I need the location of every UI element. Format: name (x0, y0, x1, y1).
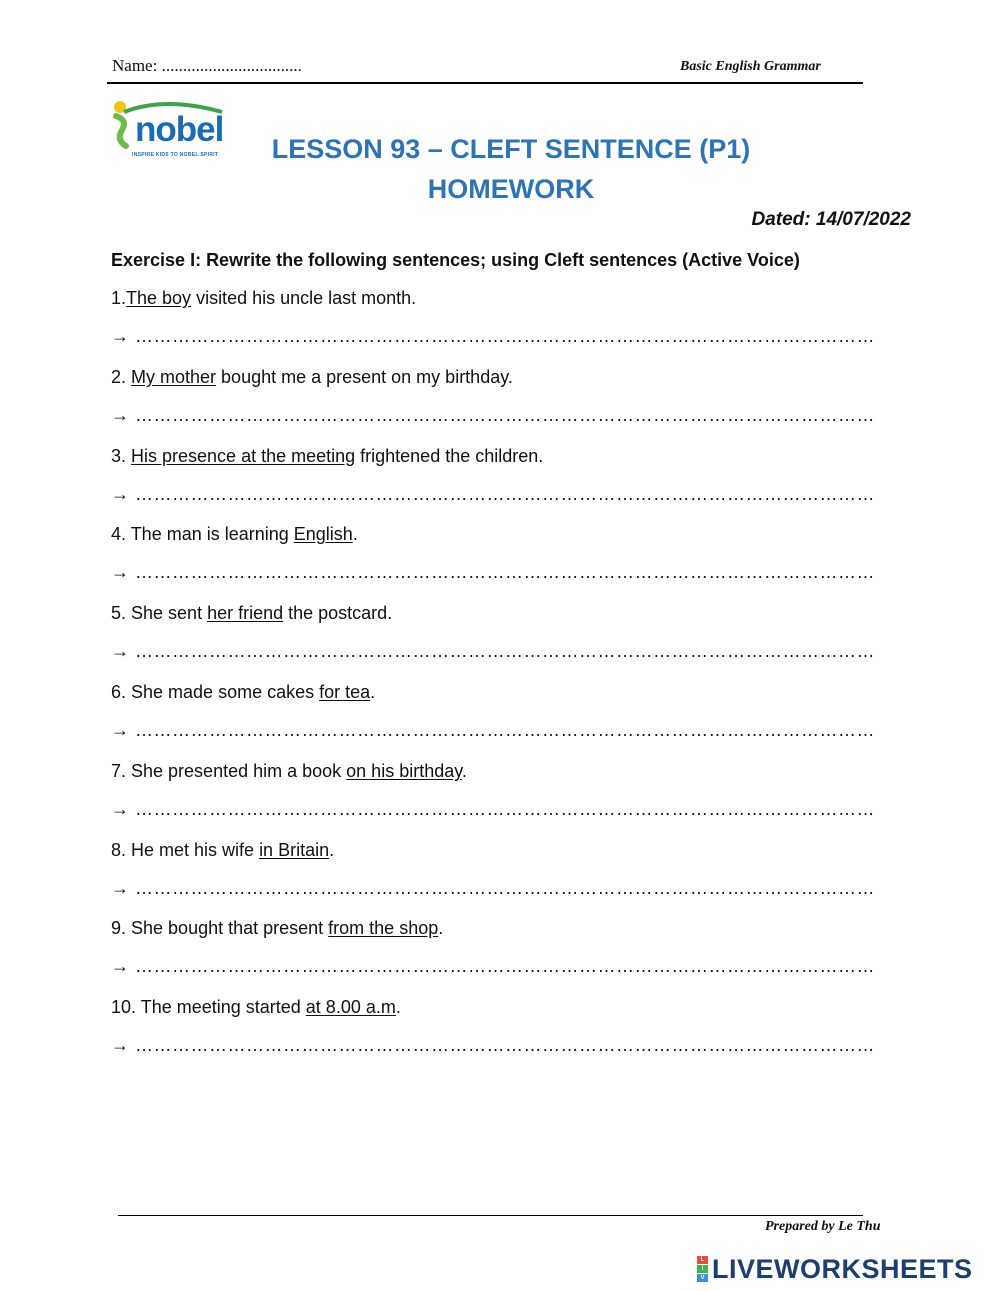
answer-blank[interactable]: ………………………………………………………………………………………………………… (135, 1035, 875, 1055)
item-text-before: She sent (131, 603, 208, 623)
exercise-item (111, 288, 416, 309)
answer-line[interactable] (111, 326, 875, 347)
item-underlined-phrase: His presence at the meeting (131, 446, 356, 466)
exercise-item (111, 761, 467, 782)
prepared-by: Prepared by Le Thu (765, 1219, 881, 1234)
dated-label: Dated: 14/07/2022 (751, 209, 911, 230)
arrow-right-icon: → (111, 956, 129, 976)
exercise-item (111, 918, 443, 939)
item-underlined-phrase: on his birthday (346, 761, 462, 781)
arrow-right-icon: → (111, 484, 129, 504)
homework-title: HOMEWORK (427, 174, 595, 204)
item-number: 8. (111, 840, 132, 860)
answer-blank[interactable]: ………………………………………………………………………………………………………… (135, 720, 875, 740)
item-number: 9. (111, 918, 132, 938)
brand-name: LIVEWORKSHEETS (712, 1253, 973, 1284)
item-text-after: . (461, 761, 467, 781)
item-underlined-phrase: in Britain (259, 840, 330, 860)
item-text-before: The meeting started (140, 997, 306, 1017)
item-text-after: the postcard. (283, 603, 393, 623)
exercise-item (111, 997, 401, 1018)
arrow-right-icon: → (111, 405, 129, 425)
item-underlined-phrase: at 8.00 a.m (305, 997, 396, 1017)
exercise-item (111, 840, 334, 861)
answer-line[interactable] (111, 878, 875, 899)
answer-blank[interactable]: ………………………………………………………………………………………………………… (135, 326, 875, 346)
name-field-label: Name: ................................. (112, 56, 302, 75)
course-label: Basic English Grammar (680, 59, 821, 74)
answer-blank[interactable]: ………………………………………………………………………………………………………… (135, 799, 875, 819)
item-number: 6. (111, 682, 132, 702)
arrow-right-icon: → (111, 641, 129, 661)
logo-wordmark: nobel (135, 110, 224, 149)
exercise-item (111, 603, 392, 624)
item-number: 2. (111, 367, 132, 387)
arrow-right-icon: → (111, 326, 129, 346)
header-divider (107, 82, 863, 84)
item-underlined-phrase: from the shop (328, 918, 439, 938)
arrow-right-icon: → (111, 799, 129, 819)
item-text-after: . (438, 918, 444, 938)
item-underlined-phrase: English (293, 524, 353, 544)
item-text-after: visited his uncle last month. (191, 288, 417, 308)
exercise-item (111, 446, 543, 467)
item-number: 3. (111, 446, 132, 466)
answer-line[interactable] (111, 484, 875, 505)
item-text-after: . (395, 997, 401, 1017)
answer-line[interactable] (111, 405, 875, 426)
item-text-before: She bought that present (131, 918, 329, 938)
item-underlined-phrase: her friend (207, 603, 284, 623)
answer-blank[interactable]: ………………………………………………………………………………………………………… (135, 562, 875, 582)
brand-block: L (697, 1256, 708, 1264)
item-text-after: . (329, 840, 335, 860)
exercise-item (111, 367, 513, 388)
answer-line[interactable] (111, 1035, 875, 1056)
brand-block: I (697, 1265, 708, 1273)
item-text-before: She made some cakes (131, 682, 320, 702)
exercise-item (111, 682, 375, 703)
brand-block: V (697, 1274, 708, 1282)
answer-line[interactable] (111, 562, 875, 583)
arrow-right-icon: → (111, 878, 129, 898)
item-text-after: . (352, 524, 358, 544)
item-text-after: frightened the children. (355, 446, 544, 466)
item-number: 1. (111, 288, 127, 308)
item-number: 5. (111, 603, 132, 623)
item-number: 4. (111, 524, 131, 544)
item-text-after: bought me a present on my birthday. (216, 367, 513, 387)
answer-blank[interactable]: ………………………………………………………………………………………………………… (135, 484, 875, 504)
item-text-before: He met his wife (131, 840, 260, 860)
item-text-before: The man is learning (130, 524, 294, 544)
answer-blank[interactable]: ………………………………………………………………………………………………………… (135, 956, 875, 976)
exercise-item (111, 524, 358, 545)
arrow-right-icon: → (111, 1035, 129, 1055)
liveworksheets-logo-icon (697, 1256, 708, 1282)
answer-line[interactable] (111, 720, 875, 741)
answer-blank[interactable]: ………………………………………………………………………………………………………… (135, 641, 875, 661)
item-underlined-phrase: My mother (131, 367, 217, 387)
footer-divider (118, 1215, 863, 1216)
answer-blank[interactable]: ………………………………………………………………………………………………………… (135, 405, 875, 425)
item-underlined-phrase: for tea (319, 682, 371, 702)
arrow-right-icon: → (111, 720, 129, 740)
lesson-title: LESSON 93 – CLEFT SENTENCE (P1) (271, 134, 751, 164)
answer-blank[interactable]: ………………………………………………………………………………………………………… (135, 878, 875, 898)
arrow-right-icon: → (111, 562, 129, 582)
item-text-after: . (370, 682, 376, 702)
item-underlined-phrase: The boy (126, 288, 192, 308)
answer-line[interactable] (111, 641, 875, 662)
logo-tagline: INSPIRE KIDS TO NOBEL SPIRIT (132, 152, 219, 158)
answer-line[interactable] (111, 799, 875, 820)
liveworksheets-brand (697, 1253, 973, 1285)
item-number: 10. (111, 997, 141, 1017)
exercise-instruction: Exercise I: Rewrite the following sentences; using Cleft sentences (Active Voice) (111, 250, 800, 270)
item-number: 7. (111, 761, 132, 781)
item-text-before: She presented him a book (131, 761, 347, 781)
answer-line[interactable] (111, 956, 875, 977)
